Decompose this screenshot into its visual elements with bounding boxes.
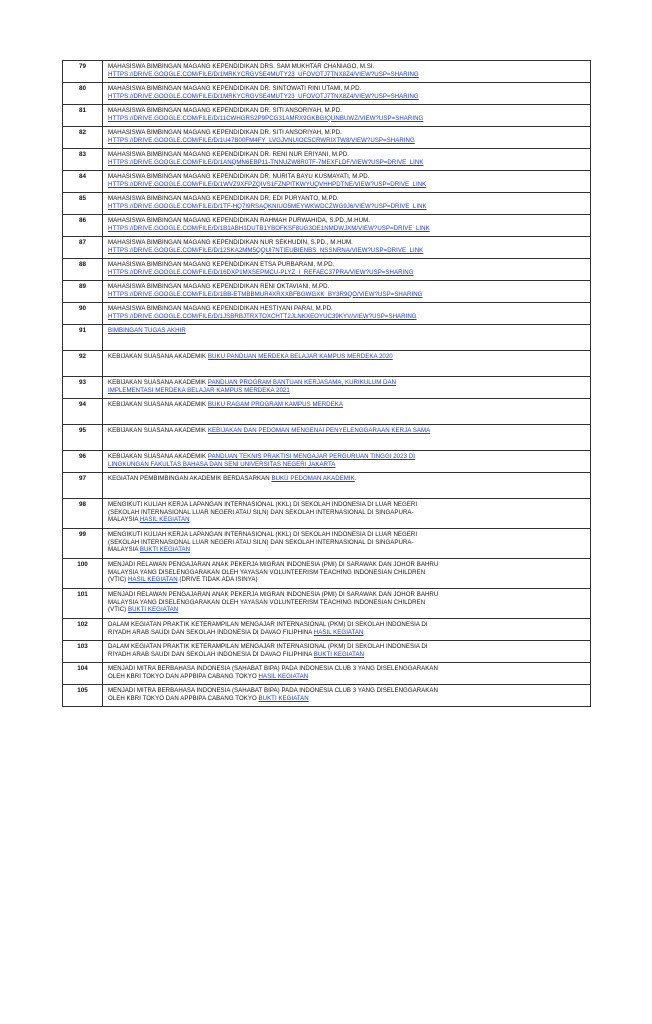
row-description: [103, 377, 591, 399]
text-line: [108, 475, 585, 483]
text-line: [108, 203, 585, 211]
text-line: [108, 606, 585, 614]
document-link[interactable]: HTTPS://DRIVE.GOOGLE.COM/FILE/D/11CWHGRS2P9PCG31AMRX9GKBGIQUNBUWZ/VIEW?USP=SHARING: [108, 114, 424, 122]
text-line: [108, 643, 585, 651]
document-link[interactable]: BUKTI KEGIATAN: [258, 694, 309, 702]
description-text: (DRIVE TIDAK ADA ISINYA): [177, 576, 258, 584]
text-line: [108, 291, 585, 299]
row-number: 99: [63, 529, 103, 559]
text-line: [108, 453, 585, 461]
text-line: [108, 239, 585, 247]
row-description: [103, 529, 591, 559]
text-line: [108, 181, 585, 189]
description-text: MAHASISWA BIMBINGAN MAGANG KEPENDIDIKAN DR. NURITA BAYU KUSMAYATI, M.PD.: [108, 173, 370, 180]
table-body: [63, 61, 591, 707]
row-description: [103, 559, 591, 589]
description-text: MENGIKUTI KULIAH KERJA LAPANGAN INTERNASIONAL (KKL) DI SEKOLAH INDONESIA DI LUAR NEGERI: [108, 531, 418, 538]
row-description: [103, 451, 591, 473]
text-line: [108, 107, 585, 115]
row-number: 80: [63, 83, 103, 105]
text-line: [108, 387, 585, 395]
row-number: 86: [63, 215, 103, 237]
description-text: MAHASISWA BIMBINGAN MAGANG KEPENDIDIKAN DR. RENI NUR ERIYANI, M.PD.: [108, 151, 350, 158]
row-description: [103, 399, 591, 425]
text-line: [108, 379, 585, 387]
row-description: [103, 193, 591, 215]
document-link[interactable]: HTTPS://DRIVE.GOOGLE.COM/FILE/D/16DXP1MXSEPMCU-PLYZ_I_REFAEC37PRA/VIEW?USP=SHARING: [108, 268, 414, 276]
row-number: 102: [63, 619, 103, 641]
document-link[interactable]: HTTPS://DRIVE.GOOGLE.COM/FILE/D/12SKA2MM5QQUI7NTIEUBIENBS_NSSNRNA/VIEW?USP=DRIVE_LINK: [108, 246, 424, 254]
text-line: [108, 225, 585, 233]
document-link[interactable]: HTTPS://DRIVE.GOOGLE.COM/FILE/D/1BB-ETMBBMUR4XRXXBFBGWGXK_BY3R9QO/VIEW?USP=SHARING: [108, 290, 423, 298]
document-link[interactable]: HTTPS://DRIVE.GOOGLE.COM/FILE/D/1WVZ9XFPZQIVS1FZNPITKWYUQVHHPDTNE/VIEW?USP=DRIVE_LINK: [108, 180, 427, 188]
document-link[interactable]: HTTPS://DRIVE.GOOGLE.COM/FILE/D/1B1ABH1DUTB1YBOFKSF8UG3OE1NMDWJXM/VIEW?USP=DRIVE_LINK: [108, 224, 430, 232]
text-line: [108, 599, 585, 607]
text-line: [108, 461, 585, 469]
activity-table: [62, 60, 591, 707]
text-line: [108, 546, 585, 554]
row-number: 95: [63, 425, 103, 451]
text-line: [108, 561, 585, 569]
document-page: [62, 60, 590, 707]
row-number: 79: [63, 61, 103, 83]
description-text: KEBIJAKAN SUASANA AKADEMIK: [108, 353, 208, 360]
document-link[interactable]: PANDUAN PROGRAM BANTUAN KERJASAMA, KURIKULUM DAN: [207, 379, 397, 386]
row-description: [103, 259, 591, 281]
text-line: [108, 591, 585, 599]
row-description: [103, 589, 591, 619]
table-row: [63, 193, 591, 215]
table-row: [63, 83, 591, 105]
text-line: [108, 651, 585, 659]
row-description: [103, 237, 591, 259]
table-row: [63, 149, 591, 171]
text-line: [108, 539, 585, 547]
table-row: [63, 105, 591, 127]
row-number: 87: [63, 237, 103, 259]
description-text: (VTIC): [108, 606, 128, 614]
table-row: [63, 127, 591, 149]
text-line: [108, 531, 585, 539]
document-link[interactable]: BUKTI KEGIATAN: [313, 650, 365, 658]
table-row: [63, 425, 591, 451]
description-text: DALAM KEGIATAN PRAKTIK KETERAMPILAN MENGAJAR INTERNASIONAL (PKM) DI SEKOLAH INDONESIA DI: [108, 621, 428, 628]
description-text: MAHASISWA BIMBINGAN MAGANG KEPENDIDIKAN DRS. SAM MUKHTAR CHANIAGO, M.SI.: [108, 63, 375, 70]
table-row: [63, 399, 591, 425]
table-row: [63, 641, 591, 663]
description-text: (VTIC): [108, 576, 128, 584]
description-text: MENJADI MITRA BERBAHASA INDONESIA (SAHABAT BIPA) PADA INDONESIA CLUB 3 YANG DISELENGGARAKAN: [108, 665, 438, 672]
row-description: [103, 325, 591, 351]
row-description: [103, 685, 591, 707]
row-number: 97: [63, 473, 103, 499]
document-link[interactable]: BIMBINGAN TUGAS AKHIR: [108, 327, 186, 334]
row-number: 104: [63, 663, 103, 685]
table-row: [63, 451, 591, 473]
document-link[interactable]: BUKTI KEGIATAN: [127, 606, 179, 614]
text-line: [108, 509, 585, 517]
row-number: 101: [63, 589, 103, 619]
description-text: KEBIJAKAN SUASANA AKADEMIK: [108, 379, 208, 386]
text-line: [108, 151, 585, 159]
row-number: 81: [63, 105, 103, 127]
text-line: [108, 687, 585, 695]
text-line: [108, 305, 585, 313]
text-line: [108, 569, 585, 577]
row-number: 84: [63, 171, 103, 193]
table-row: [63, 499, 591, 529]
description-text: MAHASISWA BIMBINGAN MAGANG KEPENDIDIKAN RAHMAH PURWAHIDA, S.PD.,M.HUM.: [108, 217, 370, 224]
table-row: [63, 619, 591, 641]
description-text: KEGIATAN PEMBIMBINGAN AKADEMIK BERDASARKAN: [108, 475, 272, 482]
row-number: 98: [63, 499, 103, 529]
row-description: [103, 351, 591, 377]
description-text: MAHASISWA BIMBINGAN MAGANG KEPENDIDIKAN DR. SITI ANSORIYAH, M.PD.: [108, 129, 342, 136]
table-row: [63, 377, 591, 399]
text-line: [108, 516, 585, 524]
description-text: MAHASISWA BIMBINGAN MAGANG KEPENDIDIKAN DR. EDI PURYANTO, M.PD.: [108, 195, 339, 202]
description-text: MALAYSIA YANG DISELENGGARAKAN OLEH YAYASAN VOLUNTEERISM TEACHING INDONESIAN CHILDREN: [108, 568, 426, 576]
description-text: (SEKOLAH INTERNASIONAL LUAR NEGERI ATAU SILN) DAN SEKOLAH INTERNASIONAL DI SINGAPURA-: [108, 538, 414, 546]
row-number: 85: [63, 193, 103, 215]
description-text: MALAYSIA: [108, 546, 140, 554]
text-line: [108, 137, 585, 145]
row-description: [103, 105, 591, 127]
table-row: [63, 351, 591, 377]
document-link[interactable]: HTTPS://DRIVE.GOOGLE.COM/FILE/D/1MRKYCRGVSE4MUTY23_UFOVOTJ7TNX8Z4/VIEW?USP=SHARING: [108, 92, 419, 100]
description-text: KEBIJAKAN SUASANA AKADEMIK: [108, 401, 208, 408]
description-text: MAHASISWA BIMBINGAN MAGANG KEPENDIDIKAN NUR SEKHUDIN, S.PD., M.HUM.: [108, 239, 353, 246]
description-text: MAHASISWA BIMBINGAN MAGANG KEPENDIDIKAN HESTIYANI PARAI, M.PD.: [108, 305, 333, 312]
row-description: [103, 61, 591, 83]
description-text: OLEH KBRI TOKYO DAN APPBIPA CABANG TOKYO: [108, 672, 259, 680]
table-row: [63, 61, 591, 83]
document-link[interactable]: HTTPS://DRIVE.GOOGLE.COM/FILE/D/1ANQMN6EBP11-TNNUZW8R0TF-7MEXFLDF/VIEW?USP=DRIVE_LINK: [108, 158, 424, 166]
row-number: 103: [63, 641, 103, 663]
description-text: MENJADI RELAWAN PENGAJARAN ANAK PEKERJA MIGRAN INDONESIA (PMI) DI SARAWAK DAN JOHOR BAHRU: [108, 591, 439, 598]
description-text: MENJADI RELAWAN PENGAJARAN ANAK PEKERJA MIGRAN INDONESIA (PMI) DI SARAWAK DAN JOHOR BAHRU: [108, 561, 439, 568]
text-line: [108, 427, 585, 435]
description-text: KEBIJAKAN SUASANA AKADEMIK: [108, 427, 208, 434]
document-link[interactable]: BUKU PANDUAN MERDEKA BELAJAR KAMPUS MERDEKA 2020: [207, 353, 393, 360]
text-line: [108, 665, 585, 673]
table-row: [63, 325, 591, 351]
text-line: [108, 501, 585, 509]
document-link[interactable]: BUKU PEDOMAN AKADEMIK: [271, 475, 355, 482]
text-line: [108, 695, 585, 703]
description-text: OLEH KBRI TOKYO DAN APPBIPA CABANG TOKYO: [108, 694, 259, 702]
text-line: [108, 217, 585, 225]
text-line: [108, 173, 585, 181]
text-line: [108, 283, 585, 291]
description-text: MAHASISWA BIMBINGAN MAGANG KEPENDIDIKAN DR. SITI ANSORIYAH, M.PD.: [108, 107, 342, 114]
text-line: [108, 129, 585, 137]
row-number: 89: [63, 281, 103, 303]
text-line: [108, 401, 585, 409]
row-number: 90: [63, 303, 103, 325]
document-link[interactable]: HASIL KEGIATAN: [139, 516, 190, 524]
document-link[interactable]: LINGKUNGAN FAKULTAS BAHASA DAN SENI UNIVERSITAS NEGERI JAKARTA: [108, 460, 336, 468]
description-text: MAHASISWA BIMBINGAN MAGANG KEPENDIDIKAN DR. SINTOWATI RINI UTAMI, M.PD.: [108, 85, 362, 92]
document-link[interactable]: BUKU RAGAM PROGRAM KAMPUS MERDEKA: [207, 401, 343, 408]
table-row: [63, 589, 591, 619]
table-row: [63, 259, 591, 281]
row-description: [103, 281, 591, 303]
text-line: [108, 629, 585, 637]
description-text: (SEKOLAH INTERNASIONAL LUAR NEGERI ATAU SILN) DAN SEKOLAH INTERNASIONAL DI SINGAPURA-: [108, 508, 414, 516]
text-line: [108, 673, 585, 681]
text-line: [108, 85, 585, 93]
row-description: [103, 127, 591, 149]
row-description: [103, 83, 591, 105]
description-text: MENGIKUTI KULIAH KERJA LAPANGAN INTERNASIONAL (KKL) DI SEKOLAH INDONESIA DI LUAR NEGERI: [108, 501, 418, 508]
document-link[interactable]: HASIL KEGIATAN: [258, 672, 309, 680]
document-link[interactable]: KEBIJAKAN DAN PEDOMAN MENGENAI PENYELENGGARAAN KERJA SAMA: [207, 427, 431, 434]
table-row: [63, 171, 591, 193]
description-text: MENJADI MITRA BERBAHASA INDONESIA (SAHABAT BIPA) PADA INDONESIA CLUB 3 YANG DISELENGGARAKAN: [108, 687, 438, 694]
description-text: .: [354, 475, 357, 482]
row-number: 100: [63, 559, 103, 589]
document-link[interactable]: IMPLEMENTASI MERDEKA BELAJAR KAMPUS MERDEKA 2021: [108, 386, 290, 394]
description-text: KEBIJAKAN SUASANA AKADEMIK: [108, 453, 208, 460]
text-line: [108, 63, 585, 71]
table-row: [63, 303, 591, 325]
description-text: MAHASISWA BIMBINGAN MAGANG KEPENDIDIKAN RENI OKTAVIANI, M.PD.: [108, 283, 330, 290]
row-number: 93: [63, 377, 103, 399]
document-link[interactable]: HASIL KEGIATAN: [313, 628, 364, 636]
table-row: [63, 473, 591, 499]
table-row: [63, 529, 591, 559]
text-line: [108, 353, 585, 361]
row-description: [103, 641, 591, 663]
text-line: [108, 159, 585, 167]
row-description: [103, 303, 591, 325]
row-number: 82: [63, 127, 103, 149]
document-link[interactable]: HTTPS://DRIVE.GOOGLE.COM/FILE/D/1TF-HQ7I9RSAQKNIUO5MEYWKWDCZWG9J6/VIEW?USP=DRIVE_LINK: [108, 202, 427, 210]
text-line: [108, 313, 585, 321]
document-link[interactable]: HASIL KEGIATAN: [127, 576, 178, 584]
row-number: 92: [63, 351, 103, 377]
table-row: [63, 663, 591, 685]
text-line: [108, 621, 585, 629]
document-link[interactable]: BUKTI KEGIATAN: [139, 546, 191, 554]
row-description: [103, 663, 591, 685]
row-description: [103, 425, 591, 451]
row-number: 96: [63, 451, 103, 473]
document-link[interactable]: HTTPS://DRIVE.GOOGLE.COM/FILE/D/1MRKYCRGVSE4MUTY23_UFOVOTJ7TNX8Z4/VIEW?USP=SHARING: [108, 70, 419, 78]
row-description: [103, 171, 591, 193]
table-row: [63, 281, 591, 303]
text-line: [108, 261, 585, 269]
table-row: [63, 215, 591, 237]
row-description: [103, 215, 591, 237]
row-number: 88: [63, 259, 103, 281]
document-link[interactable]: PANDUAN TEKNIS PRAKTISI MENGAJAR PERGURUAN TINGGI 2023 DI: [207, 453, 415, 460]
description-text: MAHASISWA BIMBINGAN MAGANG KEPENDIDIKAN ETSA PURBARANI, M.PD.: [108, 261, 335, 268]
text-line: [108, 247, 585, 255]
row-description: [103, 149, 591, 171]
text-line: [108, 576, 585, 584]
table-row: [63, 685, 591, 707]
document-link[interactable]: HTTPS://DRIVE.GOOGLE.COM/FILE/D/1U47B00FM4FY_LVGJVNUIOC5CRWRIXTW8/VIEW?USP=SHARING: [108, 136, 415, 144]
text-line: [108, 115, 585, 123]
description-text: RIYADH ARAB SAUDI DAN SEKOLAH INDONESIA DI DAVAO FILIPHINA: [108, 628, 314, 636]
table-row: [63, 559, 591, 589]
row-description: [103, 499, 591, 529]
row-description: [103, 619, 591, 641]
document-link[interactable]: HTTPS://DRIVE.GOOGLE.COM/FILE/D/1JSBRBJTRXTOXCHTT2JLNKXEOYUC39KYV/VIEW?USP=SHARING: [108, 312, 417, 320]
text-line: [108, 195, 585, 203]
description-text: MALAYSIA YANG DISELENGGARAKAN OLEH YAYASAN VOLUNTEERISM TEACHING INDONESIAN CHILDREN: [108, 598, 426, 606]
text-line: [108, 71, 585, 79]
text-line: [108, 269, 585, 277]
description-text: MALAYSIA: [108, 516, 140, 524]
row-number: 83: [63, 149, 103, 171]
row-number: 94: [63, 399, 103, 425]
text-line: [108, 93, 585, 101]
row-number: 91: [63, 325, 103, 351]
row-description: [103, 473, 591, 499]
description-text: RIYADH ARAB SAUDI DAN SEKOLAH INDONESIA DI DAVAO FILIPHINA: [108, 650, 314, 658]
description-text: DALAM KEGIATAN PRAKTIK KETERAMPILAN MENGAJAR INTERNASIONAL (PKM) DI SEKOLAH INDONESIA DI: [108, 643, 428, 650]
row-number: 105: [63, 685, 103, 707]
text-line: [108, 327, 585, 335]
table-row: [63, 237, 591, 259]
